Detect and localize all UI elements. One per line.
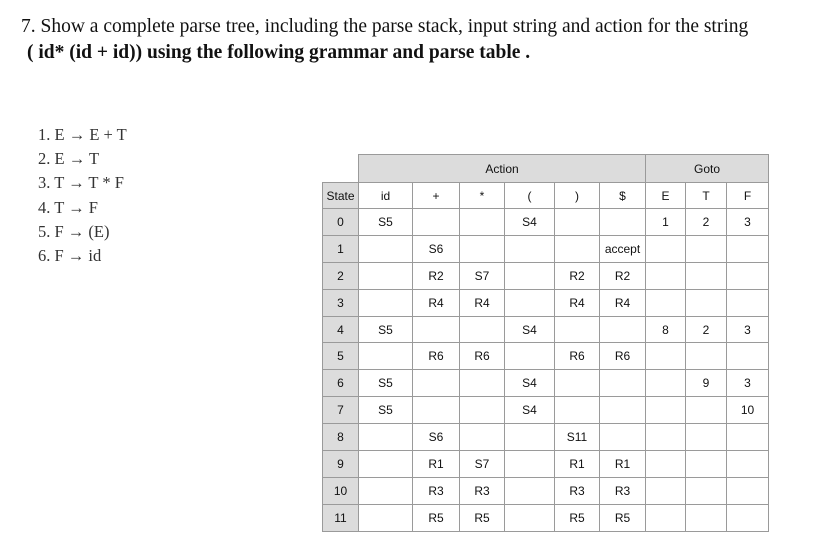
table-row [323, 209, 769, 236]
goto-cell [686, 262, 727, 289]
goto-cell [686, 424, 727, 451]
action-cell: R2 [555, 262, 600, 289]
goto-cell: 9 [686, 370, 727, 397]
action-cell [505, 262, 555, 289]
parse-table [322, 154, 769, 532]
action-cell: S5 [359, 209, 413, 236]
goto-cell [646, 424, 686, 451]
action-cell: R3 [413, 477, 460, 504]
goto-cell [646, 451, 686, 478]
table-row [323, 504, 769, 531]
target-string: ( id* (id + id)) using the following grammar and parse table . [27, 42, 531, 63]
action-cell [359, 504, 413, 531]
goto-cell [727, 504, 769, 531]
goto-cell [646, 504, 686, 531]
col-header-star: * [460, 183, 505, 209]
action-cell [460, 370, 505, 397]
state-cell: 1 [323, 235, 359, 262]
state-cell: 10 [323, 477, 359, 504]
goto-cell [727, 289, 769, 316]
state-cell: 0 [323, 209, 359, 236]
action-cell [460, 209, 505, 236]
action-cell: S7 [460, 451, 505, 478]
action-cell: R5 [600, 504, 646, 531]
goto-cell [646, 343, 686, 370]
grammar-rules [38, 123, 218, 268]
action-cell [359, 262, 413, 289]
goto-cell: 2 [686, 316, 727, 343]
action-cell: S4 [505, 370, 555, 397]
table-row [323, 370, 769, 397]
goto-cell [646, 235, 686, 262]
action-cell [505, 451, 555, 478]
col-header-lparen: ( [505, 183, 555, 209]
state-cell: 4 [323, 316, 359, 343]
action-cell: S6 [413, 424, 460, 451]
action-cell [460, 316, 505, 343]
action-cell: R4 [413, 289, 460, 316]
action-cell: R5 [413, 504, 460, 531]
action-cell: R6 [413, 343, 460, 370]
goto-group-header: Goto [646, 155, 769, 183]
goto-cell: 10 [727, 397, 769, 424]
action-cell [413, 316, 460, 343]
action-cell [359, 289, 413, 316]
col-header-id: id [359, 183, 413, 209]
action-cell: R3 [555, 477, 600, 504]
action-cell [555, 316, 600, 343]
action-cell [505, 289, 555, 316]
goto-cell [686, 235, 727, 262]
action-cell: R4 [555, 289, 600, 316]
action-cell [359, 451, 413, 478]
question-line-1: 7. Show a complete parse tree, including the parse stack, input string and action for the string [21, 16, 749, 37]
action-cell: R4 [600, 289, 646, 316]
action-cell: R2 [413, 262, 460, 289]
goto-cell: 3 [727, 370, 769, 397]
action-cell [555, 397, 600, 424]
table-row [323, 397, 769, 424]
action-cell [460, 397, 505, 424]
action-cell [460, 235, 505, 262]
action-cell: R6 [600, 343, 646, 370]
goto-cell [727, 343, 769, 370]
action-cell [505, 424, 555, 451]
goto-cell [686, 477, 727, 504]
col-header-E: E [646, 183, 686, 209]
action-cell [359, 343, 413, 370]
col-header-F: F [727, 183, 769, 209]
action-cell [600, 209, 646, 236]
action-cell [555, 209, 600, 236]
table-row [323, 316, 769, 343]
action-group-header: Action [359, 155, 646, 183]
action-cell [505, 235, 555, 262]
col-header-plus: + [413, 183, 460, 209]
action-cell [505, 504, 555, 531]
state-cell: 11 [323, 504, 359, 531]
action-cell: R2 [600, 262, 646, 289]
table-row [323, 235, 769, 262]
action-cell: S6 [413, 235, 460, 262]
goto-cell [646, 370, 686, 397]
table-group-header-row [323, 155, 769, 183]
goto-cell [727, 235, 769, 262]
action-cell: S5 [359, 316, 413, 343]
action-cell: S4 [505, 209, 555, 236]
action-cell: S4 [505, 316, 555, 343]
action-cell: S4 [505, 397, 555, 424]
parse-table-wrapper [322, 154, 769, 532]
state-cell: 6 [323, 370, 359, 397]
goto-cell [727, 262, 769, 289]
action-cell: R1 [413, 451, 460, 478]
action-cell [359, 235, 413, 262]
action-cell [413, 209, 460, 236]
goto-cell [646, 397, 686, 424]
goto-cell: 1 [646, 209, 686, 236]
goto-cell [686, 397, 727, 424]
action-cell [505, 477, 555, 504]
goto-cell [686, 289, 727, 316]
action-cell [600, 316, 646, 343]
col-header-T: T [686, 183, 727, 209]
state-cell: 5 [323, 343, 359, 370]
action-cell [505, 343, 555, 370]
goto-cell [727, 424, 769, 451]
action-cell: R6 [460, 343, 505, 370]
grammar-rule: 1. E → E + T [38, 125, 127, 144]
state-column-header: State [323, 183, 359, 209]
action-cell [600, 370, 646, 397]
action-cell [359, 424, 413, 451]
state-cell: 7 [323, 397, 359, 424]
table-row [323, 343, 769, 370]
state-cell: 2 [323, 262, 359, 289]
action-cell: R5 [460, 504, 505, 531]
action-cell: R1 [555, 451, 600, 478]
action-cell [600, 397, 646, 424]
action-cell: S5 [359, 397, 413, 424]
action-cell: accept [600, 235, 646, 262]
goto-cell [686, 451, 727, 478]
goto-cell [727, 477, 769, 504]
action-cell: R3 [600, 477, 646, 504]
goto-cell [686, 504, 727, 531]
action-cell [460, 424, 505, 451]
col-header-dollar: $ [600, 183, 646, 209]
col-header-rparen: ) [555, 183, 600, 209]
action-cell [413, 397, 460, 424]
grammar-rule: 4. T → F [38, 197, 98, 217]
action-cell [555, 235, 600, 262]
action-cell: R6 [555, 343, 600, 370]
goto-cell: 3 [727, 209, 769, 236]
state-cell: 9 [323, 451, 359, 478]
table-row [323, 477, 769, 504]
grammar-rule: 3. T → T * F [38, 173, 124, 193]
action-cell: R1 [600, 451, 646, 478]
goto-cell: 3 [727, 316, 769, 343]
goto-cell: 2 [686, 209, 727, 236]
goto-cell [646, 477, 686, 504]
grammar-rule: 5. F → (E) [38, 221, 110, 241]
action-cell [600, 424, 646, 451]
action-cell: R4 [460, 289, 505, 316]
goto-cell [686, 343, 727, 370]
grammar-rule: 6. F → id [38, 246, 102, 266]
action-cell: R3 [460, 477, 505, 504]
action-cell: R5 [555, 504, 600, 531]
table-row [323, 424, 769, 451]
table-row [323, 289, 769, 316]
table-row [323, 451, 769, 478]
table-column-header-row [323, 183, 769, 209]
goto-cell [646, 289, 686, 316]
action-cell [359, 477, 413, 504]
state-cell: 8 [323, 424, 359, 451]
action-cell: S5 [359, 370, 413, 397]
corner-cell [323, 155, 359, 183]
goto-cell [727, 451, 769, 478]
question-line-2 [21, 40, 821, 66]
grammar-rule: 2. E → T [38, 149, 100, 169]
action-cell [413, 370, 460, 397]
goto-cell: 8 [646, 316, 686, 343]
action-cell: S11 [555, 424, 600, 451]
goto-cell [646, 262, 686, 289]
table-row [323, 262, 769, 289]
action-cell [555, 370, 600, 397]
question-text [21, 14, 821, 66]
action-cell: S7 [460, 262, 505, 289]
state-cell: 3 [323, 289, 359, 316]
